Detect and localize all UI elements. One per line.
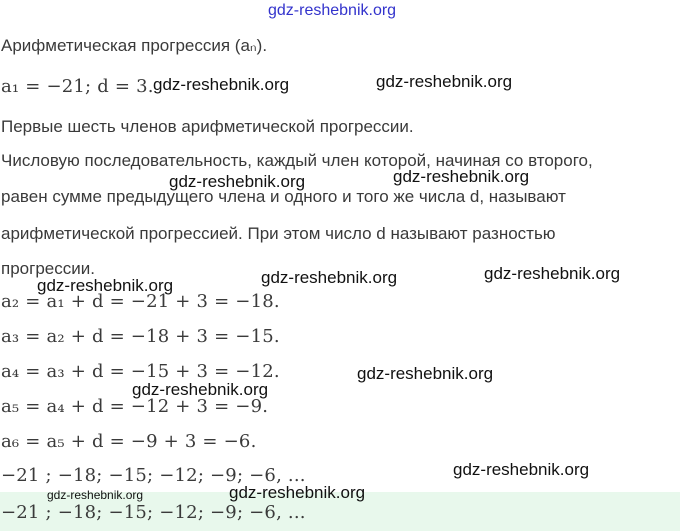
task-statement: Первые шесть членов арифметической прогрессии. xyxy=(1,117,414,136)
watermark: gdz-reshebnik.org xyxy=(132,380,269,399)
step-a5: a₅ = a₄ + d = −12 + 3 = −9. xyxy=(1,396,269,417)
watermark: gdz-reshebnik.org xyxy=(261,268,398,287)
sequence-result: −21 ; −18; −15; −12; −9; −6, ... xyxy=(1,465,306,486)
definition-line-3: арифметической прогрессией. При этом число d называют разностью xyxy=(1,224,556,243)
watermark: gdz-reshebnik.org xyxy=(376,72,513,91)
step-a3: a₃ = a₂ + d = −18 + 3 = −15. xyxy=(1,326,280,347)
definition-line-4: прогрессии. xyxy=(1,259,95,278)
watermark: gdz-reshebnik.org xyxy=(37,276,174,295)
watermark-top: gdz-reshebnik.org xyxy=(268,2,397,19)
watermark: gdz-reshebnik.org xyxy=(229,483,366,502)
watermark: gdz-reshebnik.org xyxy=(153,75,290,94)
step-a4: a₄ = a₃ + d = −15 + 3 = −12. xyxy=(1,361,280,382)
definition-line-2: равен сумме предыдущего члена и одного и того же числа d, называют xyxy=(1,187,566,206)
watermark: gdz-reshebnik.org xyxy=(393,167,530,186)
problem-heading: Арифметическая прогрессия (aₙ). xyxy=(1,36,268,55)
step-a2: a₂ = a₁ + d = −21 + 3 = −18. xyxy=(1,291,280,312)
watermark: gdz-reshebnik.org xyxy=(484,264,621,283)
step-a6: a₆ = a₅ + d = −9 + 3 = −6. xyxy=(1,431,257,452)
watermark: gdz-reshebnik.org xyxy=(357,364,494,383)
given-values: a₁ = −21; d = 3. xyxy=(1,76,154,97)
watermark: gdz-reshebnik.org xyxy=(169,172,306,191)
watermark: gdz-reshebnik.org xyxy=(47,488,144,502)
watermark: gdz-reshebnik.org xyxy=(453,460,590,479)
answer-text: −21 ; −18; −15; −12; −9; −6, ... xyxy=(1,502,306,523)
definition-line-1: Числовую последовательность, каждый член которой, начиная со второго, xyxy=(1,151,593,170)
